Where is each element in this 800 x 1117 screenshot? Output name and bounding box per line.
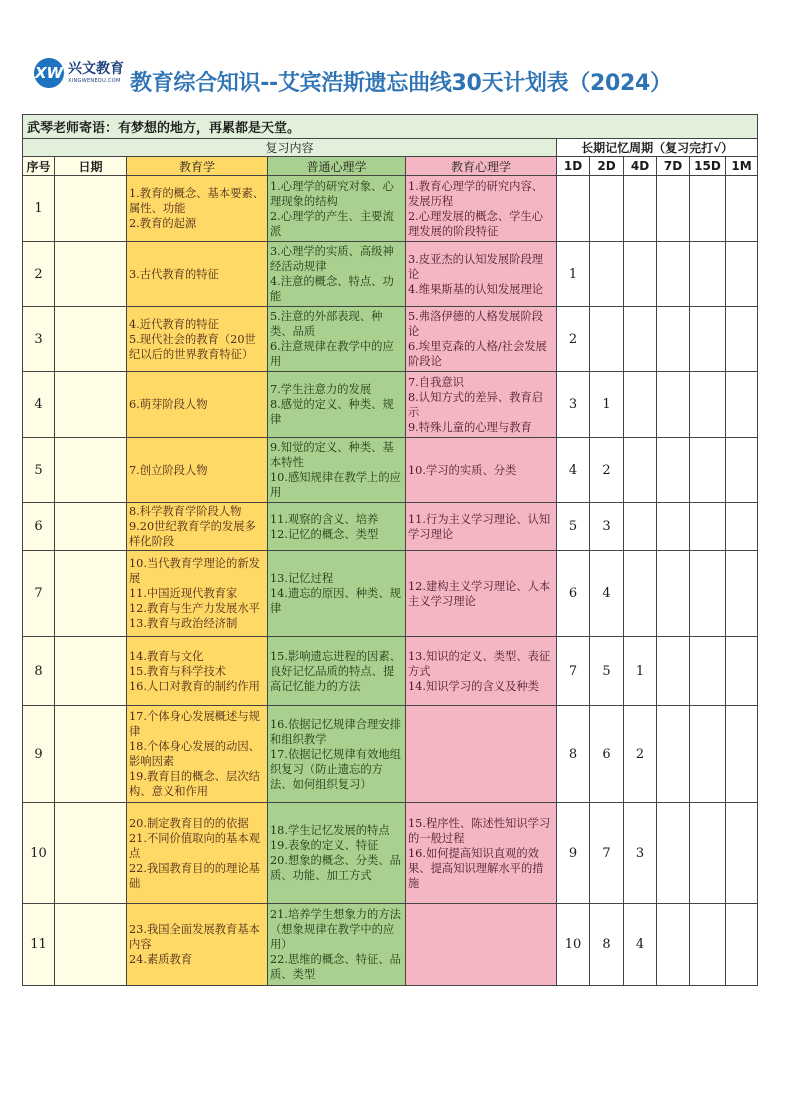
section-row	[23, 139, 758, 157]
psy-cell	[406, 551, 557, 637]
gen-cell-text: 1.心理学的研究对象、心理现象的结构 2.心理学的产生、主要流派	[270, 179, 394, 238]
edu-cell-text: 14.教育与文化 15.教育与科学技术 16.人口对教育的制约作用	[129, 649, 260, 693]
review-2d-cell[interactable]: 1	[590, 372, 624, 438]
edu-cell	[127, 438, 268, 503]
gen-cell	[268, 307, 406, 372]
row-number: 6	[23, 503, 55, 551]
header-no: 序号	[23, 157, 55, 176]
header-4d: 4D	[624, 157, 657, 176]
review-7d-cell[interactable]	[657, 176, 690, 242]
review-1m-cell[interactable]	[726, 904, 758, 986]
review-15d-cell[interactable]	[690, 637, 726, 706]
gen-cell	[268, 803, 406, 904]
header-15d: 15D	[690, 157, 726, 176]
review-1m-cell[interactable]	[726, 551, 758, 637]
header-date: 日期	[55, 157, 127, 176]
psy-cell	[406, 372, 557, 438]
gen-cell	[268, 706, 406, 803]
table-row	[23, 803, 758, 904]
psy-cell	[406, 503, 557, 551]
row-number: 5	[23, 438, 55, 503]
review-2d-cell[interactable]: 6	[590, 706, 624, 803]
review-4d-cell[interactable]: 2	[624, 706, 657, 803]
header-gen: 普通心理学	[268, 157, 406, 176]
review-2d-cell[interactable]: 3	[590, 503, 624, 551]
review-15d-cell[interactable]	[690, 706, 726, 803]
review-15d-cell[interactable]	[690, 307, 726, 372]
review-7d-cell[interactable]	[657, 307, 690, 372]
edu-cell	[127, 242, 268, 307]
review-4d-cell[interactable]	[624, 176, 657, 242]
review-15d-cell[interactable]	[690, 438, 726, 503]
gen-cell-text: 15.影响遗忘进程的因素、良好记忆品质的特点、提高记忆能力的方法	[270, 649, 401, 693]
date-cell[interactable]	[55, 438, 127, 503]
review-1m-cell[interactable]	[726, 706, 758, 803]
review-7d-cell[interactable]	[657, 438, 690, 503]
header-7d: 7D	[657, 157, 690, 176]
psy-cell	[406, 706, 557, 803]
review-1m-cell[interactable]	[726, 176, 758, 242]
row-number: 10	[23, 803, 55, 904]
psy-cell-text: 3.皮亚杰的认知发展阶段理论 4.维果斯基的认知发展理论	[408, 252, 544, 296]
review-1d-cell[interactable]: 8	[557, 706, 590, 803]
table-row	[23, 706, 758, 803]
review-1d-cell[interactable]: 9	[557, 803, 590, 904]
edu-cell	[127, 307, 268, 372]
review-15d-cell[interactable]	[690, 803, 726, 904]
review-1d-cell[interactable]: 7	[557, 637, 590, 706]
gen-cell	[268, 551, 406, 637]
edu-cell	[127, 803, 268, 904]
review-2d-cell[interactable]	[590, 307, 624, 372]
header-1m: 1M	[726, 157, 758, 176]
row-number: 1	[23, 176, 55, 242]
section-review: 复习内容	[23, 139, 557, 157]
review-2d-cell[interactable]: 4	[590, 551, 624, 637]
review-7d-cell[interactable]	[657, 372, 690, 438]
review-1d-cell[interactable]	[557, 176, 590, 242]
gen-cell	[268, 503, 406, 551]
date-cell[interactable]	[55, 242, 127, 307]
row-number: 9	[23, 706, 55, 803]
gen-cell	[268, 372, 406, 438]
row-number: 11	[23, 904, 55, 986]
review-1d-cell[interactable]: 3	[557, 372, 590, 438]
edu-cell	[127, 372, 268, 438]
review-1m-cell[interactable]	[726, 503, 758, 551]
edu-cell	[127, 503, 268, 551]
table-row	[23, 372, 758, 438]
review-7d-cell[interactable]	[657, 551, 690, 637]
logo-name: 兴文教育	[68, 61, 124, 77]
psy-cell-text: 1.教育心理学的研究内容、发展历程 2.心理发展的概念、学生心理发展的阶段特征	[408, 179, 544, 238]
psy-cell	[406, 803, 557, 904]
table-row	[23, 551, 758, 637]
review-1d-cell[interactable]: 6	[557, 551, 590, 637]
psy-cell-text: 5.弗洛伊德的人格发展阶段论 6.埃里克森的人格/社会发展阶段论	[408, 310, 547, 368]
review-7d-cell[interactable]	[657, 803, 690, 904]
gen-cell-text: 3.心理学的实质、高级神经活动规律 4.注意的概念、特点、功能	[270, 245, 394, 303]
review-1d-cell[interactable]: 4	[557, 438, 590, 503]
review-1m-cell[interactable]	[726, 803, 758, 904]
review-1m-cell[interactable]	[726, 307, 758, 372]
review-4d-cell[interactable]	[624, 372, 657, 438]
section-cycle: 长期记忆周期（复习完打√）	[557, 139, 758, 157]
review-15d-cell[interactable]	[690, 904, 726, 986]
edu-cell	[127, 176, 268, 242]
edu-cell-text: 4.近代教育的特征 5.现代社会的教育（20世纪以后的世界教育特征）	[129, 317, 256, 361]
review-4d-cell[interactable]	[624, 551, 657, 637]
review-15d-cell[interactable]	[690, 503, 726, 551]
review-1m-cell[interactable]	[726, 242, 758, 307]
logo-mark-icon: XW	[34, 58, 64, 88]
date-cell[interactable]	[55, 176, 127, 242]
review-7d-cell[interactable]	[657, 242, 690, 307]
gen-cell	[268, 242, 406, 307]
review-2d-cell[interactable]: 2	[590, 438, 624, 503]
table-row	[23, 438, 758, 503]
review-1m-cell[interactable]	[726, 372, 758, 438]
psy-cell-text: 15.程序性、陈述性知识学习的一般过程 16.如何提高知识直观的效果、提高知识理解水平的措施	[408, 816, 551, 890]
date-cell[interactable]	[55, 803, 127, 904]
row-number: 3	[23, 307, 55, 372]
edu-cell-text: 6.萌芽阶段人物	[129, 398, 208, 411]
date-cell[interactable]	[55, 372, 127, 438]
gen-cell-text: 18.学生记忆发展的特点 19.表象的定义、特征 20.想象的概念、分类、品质、功能、加工方式	[270, 824, 401, 882]
review-15d-cell[interactable]	[690, 372, 726, 438]
edu-cell	[127, 551, 268, 637]
date-cell[interactable]	[55, 904, 127, 986]
edu-cell	[127, 637, 268, 706]
header-edu: 教育学	[127, 157, 268, 176]
gen-cell-text: 9.知觉的定义、种类、基本特性 10.感知规律在教学上的应用	[270, 441, 401, 499]
review-7d-cell[interactable]	[657, 706, 690, 803]
review-1m-cell[interactable]	[726, 438, 758, 503]
psy-cell	[406, 307, 557, 372]
review-7d-cell[interactable]	[657, 637, 690, 706]
review-2d-cell[interactable]: 7	[590, 803, 624, 904]
table-row	[23, 503, 758, 551]
edu-cell-text: 17.个体身心发展概述与规律 18.个体身心发展的动因、影响因素 19.教育目的概念、层次结构、意义和作用	[129, 710, 260, 798]
edu-cell-text: 8.科学教育学阶段人物 9.20世纪教育学的发展多样化阶段	[129, 505, 256, 548]
review-1d-cell[interactable]: 2	[557, 307, 590, 372]
review-4d-cell[interactable]	[624, 438, 657, 503]
table-row	[23, 242, 758, 307]
psy-cell	[406, 242, 557, 307]
review-4d-cell[interactable]: 3	[624, 803, 657, 904]
review-15d-cell[interactable]	[690, 242, 726, 307]
date-cell[interactable]	[55, 503, 127, 551]
header-psy: 教育心理学	[406, 157, 557, 176]
date-cell[interactable]	[55, 551, 127, 637]
row-number: 7	[23, 551, 55, 637]
review-1d-cell[interactable]: 1	[557, 242, 590, 307]
psy-cell	[406, 637, 557, 706]
motto-row	[23, 115, 758, 139]
review-4d-cell[interactable]	[624, 242, 657, 307]
review-7d-cell[interactable]	[657, 904, 690, 986]
header-1d: 1D	[557, 157, 590, 176]
edu-cell-text: 3.古代教育的特征	[129, 267, 219, 281]
header-row	[23, 157, 758, 176]
edu-cell-text: 10.当代教育学理论的新发展 11.中国近现代教育家 12.教育与生产力发展水平 13.教育与政治经济制	[129, 557, 260, 630]
review-4d-cell[interactable]: 4	[624, 904, 657, 986]
review-15d-cell[interactable]	[690, 176, 726, 242]
review-15d-cell[interactable]	[690, 551, 726, 637]
review-1d-cell[interactable]: 10	[557, 904, 590, 986]
psy-cell	[406, 438, 557, 503]
motto-text: 武琴老师寄语：有梦想的地方，再累都是天堂。	[23, 115, 758, 139]
table-row	[23, 637, 758, 706]
review-2d-cell[interactable]: 8	[590, 904, 624, 986]
date-cell[interactable]	[55, 706, 127, 803]
gen-cell	[268, 438, 406, 503]
edu-cell	[127, 904, 268, 986]
header-2d: 2D	[590, 157, 624, 176]
edu-cell-text: 23.我国全面发展教育基本内容 24.素质教育	[129, 923, 260, 966]
table-row	[23, 904, 758, 986]
edu-cell-text: 20.制定教育目的的依据 21.不同价值取向的基本观点 22.我国教育目的的理论基础	[129, 816, 260, 890]
edu-cell-text: 7.创立阶段人物	[129, 463, 208, 477]
review-4d-cell[interactable]: 1	[624, 637, 657, 706]
page-title: 教育综合知识--艾宾浩斯遗忘曲线30天计划表（2024）	[130, 71, 672, 96]
row-number: 2	[23, 242, 55, 307]
gen-cell	[268, 637, 406, 706]
table-row	[23, 176, 758, 242]
edu-cell	[127, 706, 268, 803]
date-cell[interactable]	[55, 307, 127, 372]
psy-cell-text: 11.行为主义学习理论、认知学习理论	[408, 512, 551, 541]
review-2d-cell[interactable]	[590, 176, 624, 242]
logo-subtitle: XINGWENEDU.COM	[68, 78, 121, 84]
date-cell[interactable]	[55, 637, 127, 706]
review-7d-cell[interactable]	[657, 503, 690, 551]
psy-cell-text: 12.建构主义学习理论、人本主义学习理论	[408, 579, 551, 608]
gen-cell-text: 5.注意的外部表现、种类、品质 6.注意规律在教学中的应用	[270, 310, 394, 368]
review-4d-cell[interactable]	[624, 503, 657, 551]
row-number: 4	[23, 372, 55, 438]
psy-cell-text: 7.自我意识 8.认知方式的差异、教育启示 9.特殊儿童的心理与教育	[408, 375, 544, 434]
review-2d-cell[interactable]: 5	[590, 637, 624, 706]
table-row	[23, 307, 758, 372]
row-number: 8	[23, 637, 55, 706]
review-1d-cell[interactable]: 5	[557, 503, 590, 551]
psy-cell	[406, 904, 557, 986]
gen-cell	[268, 904, 406, 986]
gen-cell-text: 13.记忆过程 14.遗忘的原因、种类、规律	[270, 572, 401, 615]
gen-cell-text: 11.观察的含义、培养 12.记忆的概念、类型	[270, 512, 379, 541]
review-2d-cell[interactable]	[590, 242, 624, 307]
gen-cell-text: 21.培养学生想象力的方法（想象规律在教学中的应用） 22.思维的概念、特征、品质、类型	[270, 908, 401, 981]
review-4d-cell[interactable]	[624, 307, 657, 372]
psy-cell	[406, 176, 557, 242]
psy-cell-text: 13.知识的定义、类型、表征方式 14.知识学习的含义及种类	[408, 649, 551, 693]
gen-cell-text: 16.依据记忆规律合理安排和组织教学 17.依据记忆规律有效地组织复习（防止遗忘的方法、如何组织复习）	[270, 717, 401, 791]
psy-cell-text: 10.学习的实质、分类	[408, 463, 517, 477]
edu-cell-text: 1.教育的概念、基本要素、属性、功能 2.教育的起源	[129, 187, 265, 230]
review-1m-cell[interactable]	[726, 637, 758, 706]
gen-cell	[268, 176, 406, 242]
plan-table	[22, 114, 758, 986]
gen-cell-text: 7.学生注意力的发展 8.感觉的定义、种类、规律	[270, 383, 394, 426]
